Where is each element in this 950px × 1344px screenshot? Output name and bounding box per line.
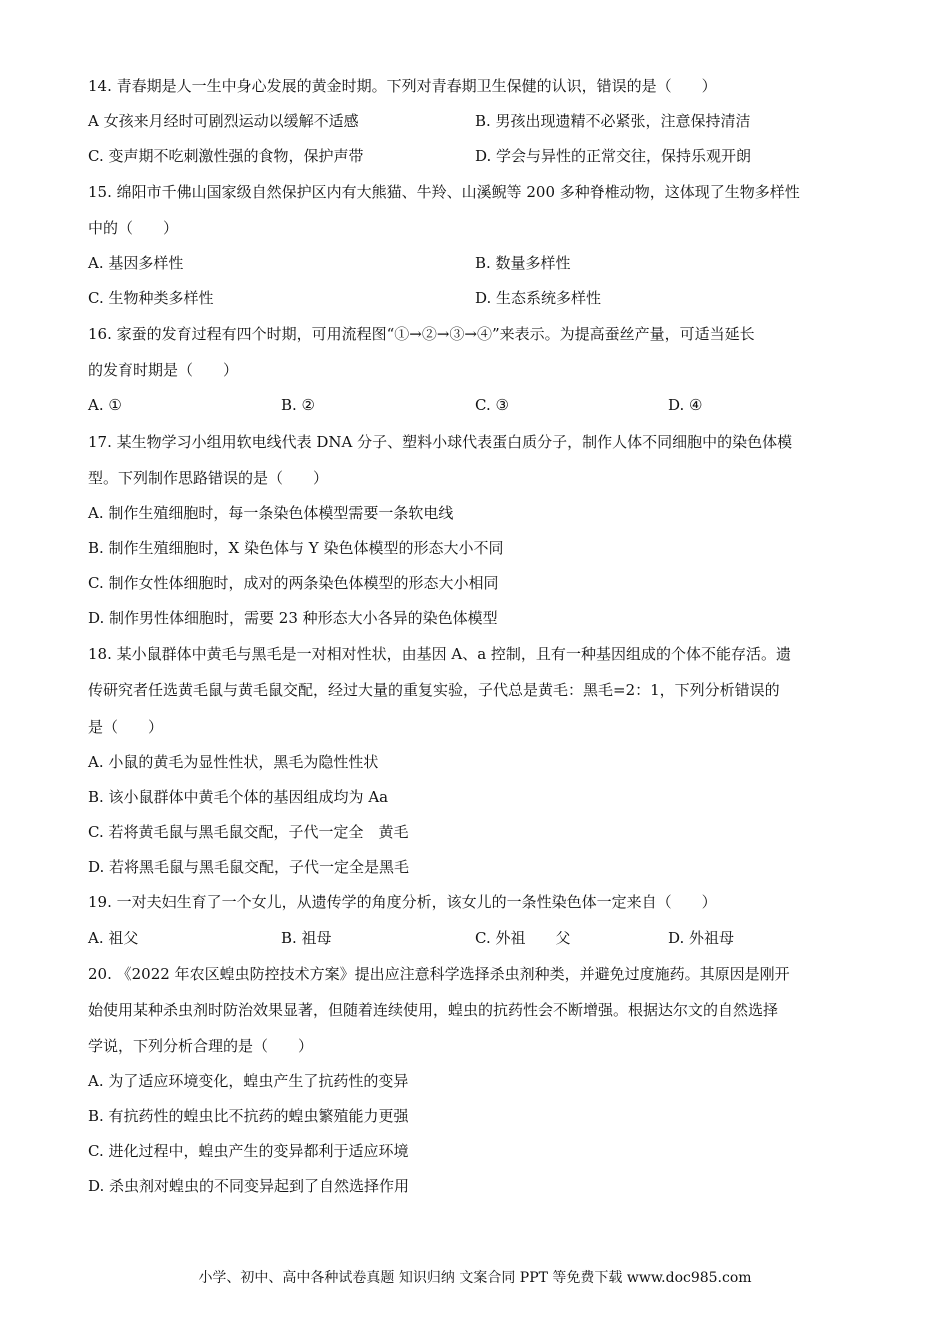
question-16-option-c: C. ③ [475, 396, 509, 414]
question-17-option-b: B. 制作生殖细胞时，X 染色体与 Y 染色体模型的形态大小不同 [88, 539, 504, 557]
question-18-option-c: C. 若将黄毛鼠与黑毛鼠交配，子代一定全 黄毛 [88, 823, 409, 841]
question-20-stem-cont-2: 学说，下列分析合理的是（ ） [88, 1037, 314, 1055]
question-20-option-d: D. 杀虫剂对蝗虫的不同变异起到了自然选择作用 [88, 1177, 410, 1195]
question-17-option-d: D. 制作男性体细胞时，需要 23 种形态大小各异的染色体模型 [88, 609, 498, 627]
question-18-stem-cont-2: 是（ ） [88, 718, 164, 736]
question-19-option-a: A. 祖父 [88, 929, 139, 947]
question-18-stem-cont-1: 传研究者任选黄毛鼠与黄毛鼠交配，经过大量的重复实验，子代总是黄毛：黑毛=2：1，下列分析错误的 [88, 681, 780, 699]
question-16-stem: 16. 家蚕的发育过程有四个时期，可用流程图“①→②→③→④”来表示。为提高蚕丝产量，可适当延长 [88, 325, 755, 343]
page-footer: 小学、初中、高中各种试卷真题 知识归纳 文案合同 PPT 等免费下载 www.doc985.com [198, 1270, 752, 1286]
question-20-option-c: C. 进化过程中，蝗虫产生的变异都利于适应环境 [88, 1142, 409, 1160]
question-17-option-a: A. 制作生殖细胞时，每一条染色体模型需要一条软电线 [88, 504, 454, 522]
question-19-option-c: C. 外祖 父 [475, 929, 571, 947]
question-17-stem: 17. 某生物学习小组用软电线代表 DNA 分子、塑料小球代表蛋白质分子，制作人体不同细胞中的染色体模 [88, 433, 793, 451]
question-14-option-a: A 女孩来月经时可剧烈运动以缓解不适感 [88, 112, 359, 130]
question-15-option-a: A. 基因多样性 [88, 254, 184, 272]
question-17-stem-cont: 型。下列制作思路错误的是（ ） [88, 469, 329, 487]
question-15-option-c: C. 生物种类多样性 [88, 289, 214, 307]
question-16-option-a: A. ① [88, 396, 122, 414]
question-18-option-d: D. 若将黑毛鼠与黑毛鼠交配，子代一定全是黑毛 [88, 858, 410, 876]
question-20-option-b: B. 有抗药性的蝗虫比不抗药的蝗虫繁殖能力更强 [88, 1107, 409, 1125]
question-15-stem-cont: 中的（ ） [88, 219, 179, 237]
question-17-option-c: C. 制作女性体细胞时，成对的两条染色体模型的形态大小相同 [88, 574, 499, 592]
question-20-stem-cont-1: 始使用某种杀虫剂时防治效果显著，但随着连续使用，蝗虫的抗药性会不断增强。根据达尔文的自然选择 [88, 1001, 779, 1019]
question-18-stem: 18. 某小鼠群体中黄毛与黑毛是一对相对性状，由基因 A、a 控制，且有一种基因组成的个体不能存活。遗 [88, 645, 791, 663]
question-14-option-b: B. 男孩出现遗精不必紧张，注意保持清洁 [475, 112, 751, 130]
question-19-stem: 19. 一对夫妇生育了一个女儿，从遗传学的角度分析，该女儿的一条性染色体一定来自（ ） [88, 893, 717, 911]
question-15-option-b: B. 数量多样性 [475, 254, 571, 272]
question-14-option-d: D. 学会与异性的正常交往，保持乐观开朗 [475, 147, 752, 165]
question-20-stem: 20. 《2022 年农区蝗虫防控技术方案》提出应注意科学选择杀虫剂种类，并避免过度施药。其原因是刚开 [88, 965, 790, 983]
question-14-stem: 14. 青春期是人一生中身心发展的黄金时期。下列对青春期卫生保健的认识，错误的是（ ） [88, 77, 717, 95]
question-15-stem: 15. 绵阳市千佛山国家级自然保护区内有大熊猫、牛羚、山溪鲵等 200 多种脊椎动物，这体现了生物多样性 [88, 183, 800, 201]
question-16-stem-cont: 的发育时期是（ ） [88, 361, 239, 379]
question-14-option-c: C. 变声期不吃刺激性强的食物，保护声带 [88, 147, 364, 165]
question-16-option-d: D. ④ [668, 396, 703, 414]
question-15-option-d: D. 生态系统多样性 [475, 289, 602, 307]
question-16-option-b: B. ② [281, 396, 316, 414]
question-18-option-b: B. 该小鼠群体中黄毛个体的基因组成均为 Aa [88, 788, 389, 806]
question-18-option-a: A. 小鼠的黄毛为显性性状，黑毛为隐性性状 [88, 753, 379, 771]
question-19-option-d: D. 外祖母 [668, 929, 735, 947]
question-19-option-b: B. 祖母 [281, 929, 332, 947]
question-20-option-a: A. 为了适应环境变化，蝗虫产生了抗药性的变异 [88, 1072, 409, 1090]
